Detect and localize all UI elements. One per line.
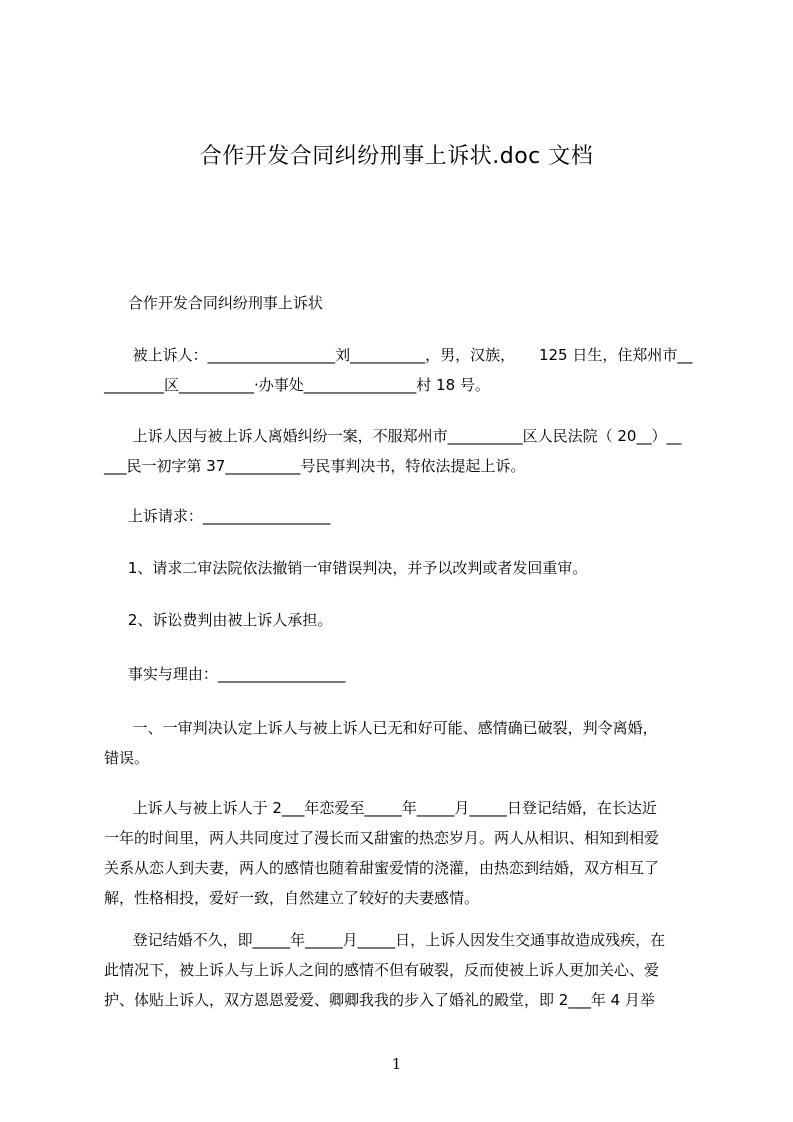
paragraph-appeal-request [104, 501, 694, 531]
text-line: 2、诉讼费判由被上诉人承担。 [104, 611, 333, 629]
text-line: 上诉人与被上诉人于 2___年恋爱至_____年_____月_____日登记结婚，在长达近 [104, 799, 657, 817]
text-line: 登记结婚不久，即_____年_____月_____日，上诉人因发生交通事故造成残疾，在 [104, 931, 666, 949]
paragraph-subtitle [104, 288, 694, 318]
page-number: 1 [391, 1055, 402, 1073]
paragraph-facts-reasons [104, 659, 694, 689]
text-line: 被上诉人：_________________刘__________，男，汉族， 125 日生，住郑州市__ [104, 346, 693, 364]
paragraph-request-1 [104, 553, 694, 583]
paragraph-body-1 [104, 793, 694, 913]
document-title: 合作开发合同纠纷刑事上诉状.doc 文档 [199, 144, 594, 169]
text-line: 合作开发合同纠纷刑事上诉状 [104, 294, 323, 312]
text-line: 解，性格相投，爱好一致，自然建立了较好的夫妻感情。 [104, 889, 480, 907]
paragraph-appellee [104, 340, 694, 400]
text-line: 一、一审判决认定上诉人与被上诉人已无和好可能、感情确已破裂，判令离婚， [104, 719, 658, 737]
paragraph-request-2 [104, 605, 694, 635]
paragraph-case-intro [104, 421, 694, 481]
text-line: 一年的时间里，两人共同度过了漫长而又甜蜜的热恋岁月。两人从相识、相知到相爱 [104, 829, 660, 847]
paragraph-point-1 [104, 713, 694, 773]
text-line: 上诉人因与被上诉人离婚纠纷一案，不服郑州市__________区人民法院（ 20__）__ [104, 427, 682, 445]
paragraph-body-2 [104, 925, 694, 1015]
text-line: 关系从恋人到夫妻，两人的感情也随着甜蜜爱情的浇灌，由热恋到结婚，双方相互了 [104, 859, 660, 877]
text-line: ___民一初字第 37__________号民事判决书，特依法提起上诉。 [104, 457, 526, 475]
text-line: 上诉请求：_________________ [104, 507, 331, 525]
text-line: 此情况下，被上诉人与上诉人之间的感情不但有破裂，反而使被上诉人更加关心、爱 [104, 961, 660, 979]
text-line: 错误。 [104, 749, 150, 767]
text-line: 事实与理由：_________________ [104, 665, 346, 683]
text-line: ________区__________·办事处_______________村 18 号。 [104, 376, 490, 394]
text-line: 护、体贴上诉人，双方恩恩爱爱、卿卿我我的步入了婚礼的殿堂，即 2___年 4 月举 [104, 991, 655, 1009]
text-line: 1、请求二审法院依法撤销一审错误判决，并予以改判或者发回重审。 [104, 559, 588, 577]
